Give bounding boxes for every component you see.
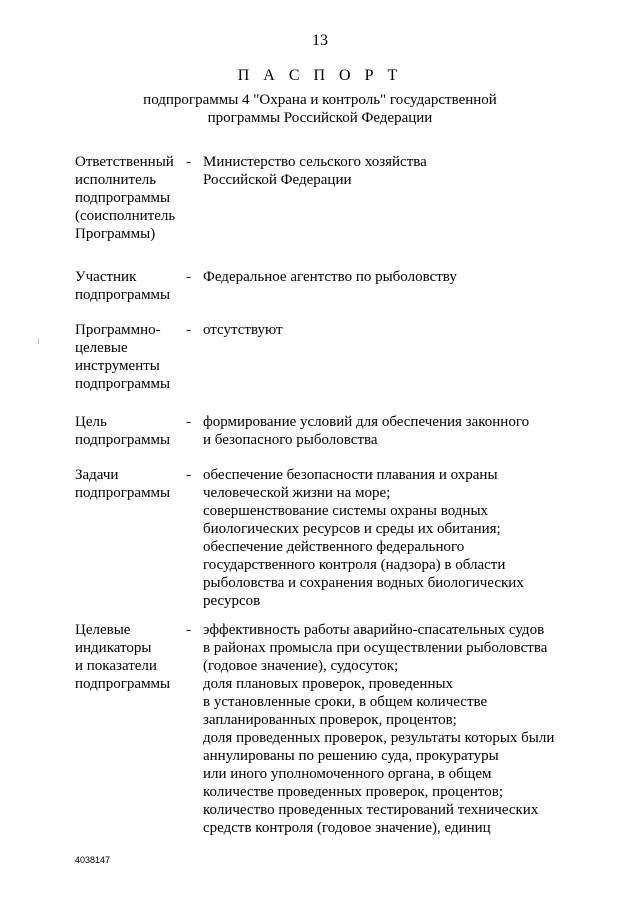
label-line: подпрограммы	[75, 287, 171, 303]
value-line: Российской Федерации	[203, 172, 352, 188]
row-dash: -	[186, 467, 191, 483]
value-line: в установленные сроки, в общем количестве	[203, 694, 488, 710]
label-line: (соисполнитель	[75, 208, 176, 224]
row-label	[75, 621, 187, 693]
row-value	[203, 153, 605, 189]
value-line: рыболовства и сохранения водных биологических	[203, 575, 524, 591]
passport-row-tasks	[75, 466, 605, 621]
value-line: отсутствуют	[203, 322, 283, 338]
row-label	[75, 466, 187, 502]
label-line: Программы)	[75, 226, 156, 242]
value-line: средств контроля (годовое значение), единиц	[203, 820, 491, 836]
value-line: доля плановых проверок, проведенных	[203, 676, 454, 692]
subtitle-line: подпрограммы 4 "Охрана и контроль" государственной	[143, 92, 497, 108]
row-value	[203, 268, 605, 286]
label-line: Целевые	[75, 622, 131, 638]
row-label	[75, 321, 187, 393]
value-line: Федеральное агентство по рыболовству	[203, 269, 457, 285]
label-line: подпрограммы	[75, 190, 171, 206]
row-dash: -	[186, 269, 191, 285]
row-dash: -	[186, 154, 191, 170]
value-line: обеспечение безопасности плавания и охраны	[203, 467, 498, 483]
label-line: Участник	[75, 269, 137, 285]
value-line: в районах промысла при осуществлении рыболовства	[203, 640, 548, 656]
value-line: или иного уполномоченного органа, в общем	[203, 766, 492, 782]
label-line: подпрограммы	[75, 432, 171, 448]
label-line: и показатели	[75, 658, 157, 674]
passport-table	[75, 153, 605, 837]
value-line: государственного контроля (надзора) в области	[203, 557, 506, 573]
value-line: человеческой жизни на море;	[203, 485, 391, 501]
document-subtitle	[0, 91, 640, 127]
label-line: индикаторы	[75, 640, 152, 656]
value-line: ресурсов	[203, 593, 261, 609]
passport-row-goal	[75, 413, 605, 466]
value-line: (годовое значение), судосуток;	[203, 658, 399, 674]
row-value	[203, 321, 605, 339]
value-line: и безопасного рыболовства	[203, 432, 378, 448]
label-line: Цель	[75, 414, 107, 430]
passport-row-indicators	[75, 621, 605, 837]
value-line: Министерство сельского хозяйства	[203, 154, 427, 170]
value-line: запланированных проверок, процентов;	[203, 712, 457, 728]
label-line: целевые	[75, 340, 128, 356]
row-dash: -	[186, 414, 191, 430]
passport-row-instruments	[75, 321, 605, 413]
row-label	[75, 153, 187, 243]
value-line: количество проведенных тестирований технических	[203, 802, 539, 818]
row-label	[75, 268, 187, 304]
label-line: Ответственный	[75, 154, 174, 170]
row-dash: -	[186, 322, 191, 338]
row-label	[75, 413, 187, 449]
passport-row-participant	[75, 268, 605, 321]
value-line: обеспечение действенного федерального	[203, 539, 465, 555]
label-line: исполнитель	[75, 172, 157, 188]
margin-mark	[38, 338, 39, 344]
passport-row-responsible	[75, 153, 605, 268]
row-dash: -	[186, 622, 191, 638]
row-value	[203, 466, 605, 610]
label-line: инструменты	[75, 358, 160, 374]
value-line: совершенствование системы охраны водных	[203, 503, 489, 519]
value-line: аннулированы по решению суда, прокуратуры	[203, 748, 499, 764]
label-line: подпрограммы	[75, 376, 171, 392]
document-code: 4038147	[75, 855, 111, 865]
subtitle-line: программы Российской Федерации	[207, 110, 433, 126]
value-line: формирование условий для обеспечения законного	[203, 414, 530, 430]
label-line: Программно-	[75, 322, 161, 338]
value-line: количестве проведенных проверок, процентов;	[203, 784, 503, 800]
document-title: П А С П О Р Т	[237, 67, 403, 84]
value-line: биологических ресурсов и среды их обитания;	[203, 521, 501, 537]
row-value	[203, 413, 605, 449]
label-line: подпрограммы	[75, 676, 171, 692]
label-line: подпрограммы	[75, 485, 171, 501]
page-number: 13	[312, 32, 328, 49]
value-line: доля проведенных проверок, результаты которых были	[203, 730, 555, 746]
value-line: эффективность работы аварийно-спасательных судов	[203, 622, 545, 638]
row-value	[203, 621, 605, 837]
label-line: Задачи	[75, 467, 119, 483]
